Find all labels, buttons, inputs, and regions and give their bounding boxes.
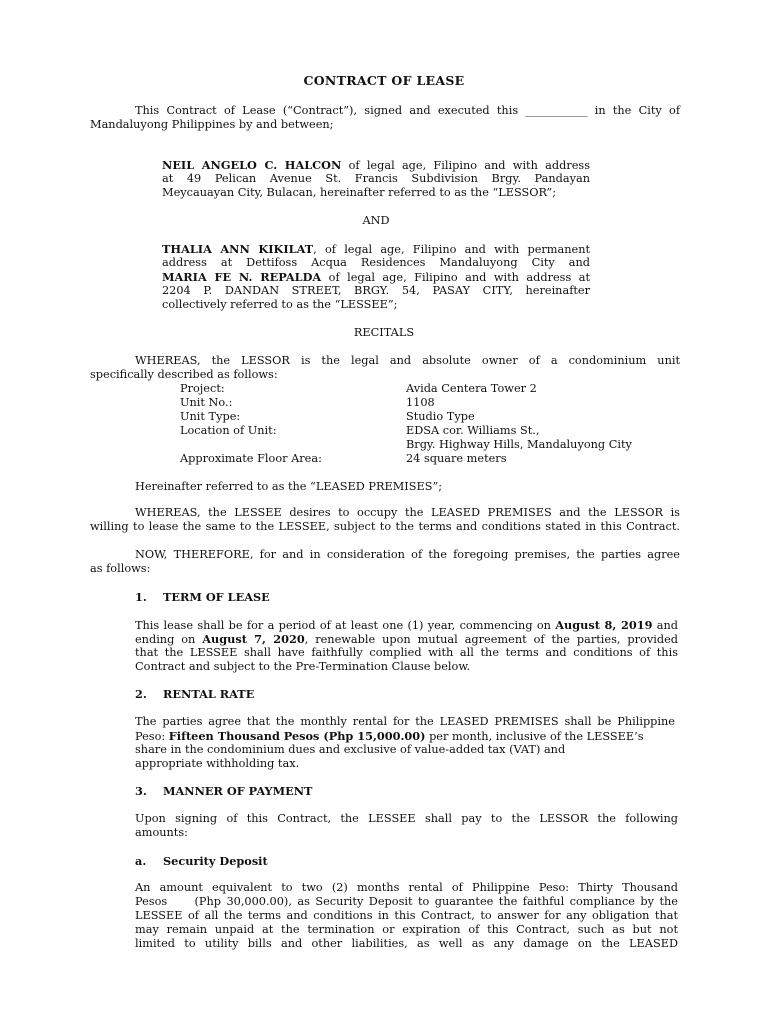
section-3a-line-2: Pesos (Php 30,000.00), as Security Deposit to guarantee the faithful compliance by the [135, 895, 678, 908]
document-title: CONTRACT OF LEASE [303, 73, 465, 88]
and-separator: AND [362, 214, 390, 227]
section-3-line-1: Upon signing of this Contract, the LESSEE shall pay to the LESSOR the following [135, 812, 678, 825]
lessee-line-1: THALIA ANN KIKILAT, of legal age, Filipino and with permanent [162, 242, 591, 256]
section-3a-line-3: LESSEE of all the terms and conditions in this Contract, to answer for any obligation that [135, 909, 678, 922]
intro-line-1: This Contract of Lease (“Contract”), signed and executed this ___________ in the City of [135, 104, 680, 117]
property-value: Brgy. Highway Hills, Mandaluyong City [406, 438, 632, 451]
lessor-line-3: Meycauayan City, Bulacan, hereinafter referred to as the “LESSOR”; [162, 186, 557, 199]
section-2-line-1: The parties agree that the monthly rental for the LEASED PREMISES shall be Philippine [135, 715, 675, 728]
section-1-heading: 1. TERM OF LEASE [135, 590, 270, 604]
lessor-line-1: NEIL ANGELO C. HALCON of legal age, Filipino and with address [162, 158, 590, 172]
section-2-line-3: share in the condominium dues and exclusive of value-added tax (VAT) and [135, 743, 566, 756]
whereas-1-line-1: WHEREAS, the LESSOR is the legal and absolute owner of a condominium unit [135, 354, 680, 367]
whereas-2-line-1: WHEREAS, the LESSEE desires to occupy the LEASED PREMISES and the LESSOR is [135, 506, 680, 519]
lessee-name-1: THALIA ANN KIKILAT [162, 242, 314, 256]
section-3a-line-5: limited to utility bills and other liabilities, as well as any damage on the LEASED [135, 937, 678, 950]
section-2-line-4: appropriate withholding tax. [135, 757, 300, 770]
lessee-line-3: MARIA FE N. REPALDA of legal age, Filipino and with address at [162, 270, 590, 284]
hereinafter-line: Hereinafter referred to as the “LEASED PREMISES”; [135, 480, 443, 493]
section-2-heading: 2. RENTAL RATE [135, 687, 255, 701]
now-therefore-line-2: as follows: [90, 562, 151, 575]
lessor-line-2: at 49 Pelican Avenue St. Francis Subdivision Brgy. Pandayan [162, 172, 590, 185]
section-1-line-1: This lease shall be for a period of at least one (1) year, commencing on August 8, 2019 and [135, 618, 678, 632]
property-label: Approximate Floor Area: [180, 452, 322, 465]
section-2-line-2: Peso: Fifteen Thousand Pesos (Php 15,000.00) per month, inclusive of the LESSEE’s [135, 729, 644, 743]
whereas-2-line-2: willing to lease the same to the LESSEE, subject to the terms and conditions stated in this Contract. [90, 520, 680, 533]
section-3-line-2: amounts: [135, 826, 188, 839]
lessee-line-2: address at Dettifoss Acqua Residences Mandaluyong City and [162, 256, 590, 269]
now-therefore-line-1: NOW, THEREFORE, for and in consideration of the foregoing premises, the parties agree [135, 548, 680, 561]
property-value: Avida Centera Tower 2 [406, 382, 537, 395]
intro-line-2: Mandaluyong Philippines by and between; [90, 118, 334, 131]
section-1-line-4: Contract and subject to the Pre-Termination Clause below. [135, 660, 471, 673]
property-label: Unit No.: [180, 396, 233, 409]
recitals-heading: RECITALS [353, 326, 415, 339]
lessor-name: NEIL ANGELO C. HALCON [162, 158, 342, 172]
end-date: August 7, 2020 [202, 632, 305, 646]
start-date: August 8, 2019 [555, 618, 653, 632]
section-3a-heading: a. Security Deposit [135, 854, 268, 868]
monthly-rent: Fifteen Thousand Pesos (Php 15,000.00) [168, 729, 426, 743]
section-1-line-2: ending on August 7, 2020, renewable upon mutual agreement of the parties, provided [135, 632, 678, 646]
whereas-1-line-2: specifically described as follows: [90, 368, 278, 381]
section-3a-line-4: may remain unpaid at the termination or expiration of this Contract, such as but not [135, 923, 678, 936]
section-3-heading: 3. MANNER OF PAYMENT [135, 784, 313, 798]
property-label: Location of Unit: [180, 424, 277, 437]
property-value: Studio Type [406, 410, 475, 423]
section-3a-line-1: An amount equivalent to two (2) months rental of Philippine Peso: Thirty Thousand [135, 881, 678, 894]
lessee-name-2: MARIA FE N. REPALDA [162, 270, 322, 284]
property-value: EDSA cor. Williams St., [406, 424, 540, 437]
property-value: 24 square meters [406, 452, 507, 465]
property-label: Unit Type: [180, 410, 241, 423]
lessee-line-4: 2204 P. DANDAN STREET, BRGY. 54, PASAY CITY, hereinafter [162, 284, 590, 297]
property-value: 1108 [406, 396, 435, 409]
lessee-line-5: collectively referred to as the “LESSEE”; [162, 298, 398, 311]
property-label: Project: [180, 382, 225, 395]
section-1-line-3: that the LESSEE shall have faithfully complied with all the terms and conditions of this [135, 646, 678, 659]
